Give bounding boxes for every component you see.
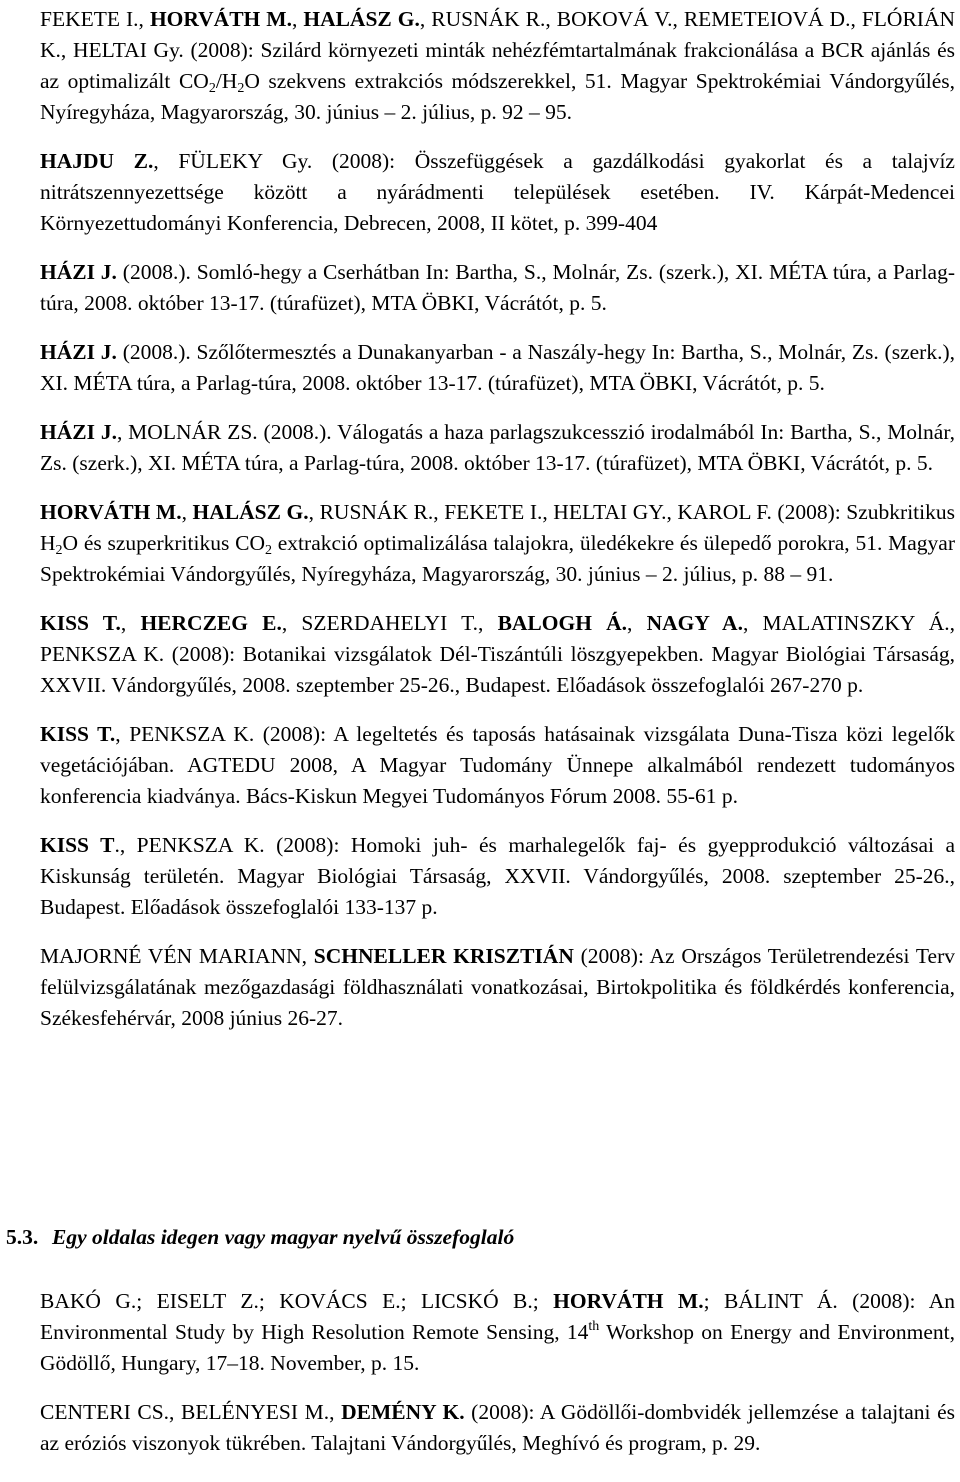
entry-text: (2008): Az Országos Területrendezési Terv felülvizsgálatának mezőgazdasági földhasználati vonatkozásai, Birtokpolitika és földkérdés konferencia, Székesfehérvár, 2008 június 26-27. [40,944,955,1030]
entry-text: (2008.). Somló-hegy a Cserhátban In: Bartha, S., Molnár, Zs. (szerk.), XI. MÉTA túra, a Parlag-túra, 2008. október 13-17. (túrafüzet), MTA ÖBKI, Vácrátót, p. 5. [40,260,955,315]
entry-text: , PENKSZA K. (2008): A legeltetés és taposás hatásainak vizsgálata Duna-Tisza közi legelők vegetációjában. AGTEDU 2008, A Magyar Tudomány Ünnepe alkalmából rendezett tudományos konferencia kiadványa. Bács-Kiskun Megyei Tudományos Fórum 2008. 55-61 p. [40,722,955,808]
reference-entry [40,337,955,399]
reference-list [40,4,955,1052]
entry-text: O és szuperkritikus CO [62,531,265,555]
reference-entry [40,146,955,239]
author-bold: SCHNELLER KRISZTIÁN [313,944,574,968]
reference-entry [40,497,955,590]
reference-entry [40,417,955,479]
subscript: 2 [237,81,245,96]
entry-text: , FÜLEKY Gy. (2008): Összefüggések a gazdálkodási gyakorlat és a talajvíz nitrátszennyezettsége között a nyárádmenti települések esetében. IV. Kárpát-Medencei Környezettudományi Konferencia, Debrecen, 2008, II kötet, p. 399-404 [40,149,955,235]
author-bold: KISS T [40,833,115,857]
entry-text: , RUSNÁK R., BOKOVÁ V., REMETEIOVÁ D., FLÓRIÁN K., HELTAI Gy. (2008): Szilárd környezeti minták nehézfémtartalmának frakcionálása a BCR ajánlás és az optimalizált CO [40,7,956,93]
superscript: th [588,1319,600,1334]
author-bold: DEMÉNY K. [341,1400,465,1424]
reference-entry [40,941,955,1034]
author-bold: HORVÁTH M. [553,1289,704,1313]
section-reference-list [40,1286,955,1477]
entry-text: (2008): A Gödöllői-dombvidék jellemzése a talajtani és az eróziós viszonyok tükrében. Talajtani Vándorgyűlés, Meghívó és program, p. 29. [40,1400,955,1455]
author-bold: HAJDU Z. [40,149,154,173]
entry-text: (2008.). Szőlőtermesztés a Dunakanyarban - a Naszály-hegy In: Bartha, S., Molnár, Zs. (szerk.), XI. MÉTA túra, a Parlag-túra, 2008. október 13-17. (túrafüzet), MTA ÖBKI, Vácrátót, p. 5. [40,340,955,395]
author-bold: NAGY A. [646,611,743,635]
entry-text: ., PENKSZA K. (2008): Homoki juh- és marhalegelők faj- és gyepprodukció változásai a Kiskunság területén. Magyar Biológiai Társaság, XXVII. Vándorgyűlés, 2008. szeptember 25-26., Budapest. Előadások összefoglalói 133-137 p. [40,833,956,919]
author-bold: BALOGH Á. [497,611,628,635]
entry-text: extrakció optimalizálása talajokra, üledékekre és ülepedő porokra, 51. Magyar Spektrokémiai Vándorgyűlés, Nyíregyháza, Magyarország, 30. június – 2. július, p. 88 – 91. [40,531,955,586]
entry-text: /H [215,69,238,93]
author-bold: HÁZI J. [40,420,117,444]
reference-entry [40,830,955,923]
entry-text: , [291,7,304,31]
subscript: 2 [264,543,272,558]
entry-text: , [120,611,141,635]
reference-entry [40,1286,955,1379]
author-bold: HÁZI J. [40,260,117,284]
entry-text: ; BÁLINT Á. (2008): An Environmental Study by High Resolution Remote Sensing, 14 [40,1289,955,1344]
author-bold: HÁZI J. [40,340,117,364]
entry-text: , MOLNÁR ZS. (2008.). Válogatás a haza parlagszukcesszió irodalmából In: Bartha, S., Molnár, Zs. (szerk.), XI. MÉTA túra, a Parlag-túra, 2008. október 13-17. (túrafüzet), MTA ÖBKI, Vácrátót, p. 5. [40,420,956,475]
reference-entry [40,719,955,812]
subscript: 2 [55,543,63,558]
section-title: Egy oldalas idegen vagy magyar nyelvű összefoglaló [52,1225,515,1249]
entry-text: , [181,500,193,524]
author-bold: HORVÁTH M. [149,7,292,31]
author-bold: HERCZEG E. [140,611,282,635]
entry-text: , MALATINSZKY Á., PENKSZA K. (2008): Botanikai vizsgálatok Dél-Tiszántúli löszgyepekben. Magyar Biológiai Társaság, XXVII. Vándorgyűlés, 2008. szeptember 25-26., Budapest. Előadások összefoglalói 267-270 p. [40,611,956,697]
subscript: 2 [208,81,216,96]
entry-text: MAJORNÉ VÉN MARIANN, [40,944,314,968]
section-number: 5.3. [6,1225,39,1249]
author-bold: HORVÁTH M. [40,500,182,524]
author-bold: KISS T. [40,722,116,746]
reference-entry [40,608,955,701]
author-bold: HALÁSZ G. [303,7,420,31]
author-bold: KISS T. [40,611,121,635]
reference-entry [40,257,955,319]
entry-text: Workshop on Energy and Environment, Gödöllő, Hungary, 17–18. November, p. 15. [40,1320,955,1375]
entry-text: , [627,611,647,635]
entry-text: , RUSNÁK R., FEKETE I., HELTAI GY., KAROL F. (2008): Szubkritikus H [40,500,955,555]
entry-text: FEKETE I., [40,7,150,31]
entry-text: CENTERI CS., BELÉNYESI M., [40,1400,342,1424]
reference-entry [40,4,955,128]
author-bold: HALÁSZ G. [192,500,309,524]
entry-text: , SZERDAHELYI T., [281,611,498,635]
entry-text: O szekvens extrakciós módszerekkel, 51. Magyar Spektrokémiai Vándorgyűlés, Nyíregyháza, Magyarország, 30. június – 2. július, p. 92 – 95. [40,69,955,124]
reference-entry [40,1397,955,1459]
entry-text: BAKÓ G.; EISELT Z.; KOVÁCS E.; LICSKÓ B.; [40,1289,554,1313]
